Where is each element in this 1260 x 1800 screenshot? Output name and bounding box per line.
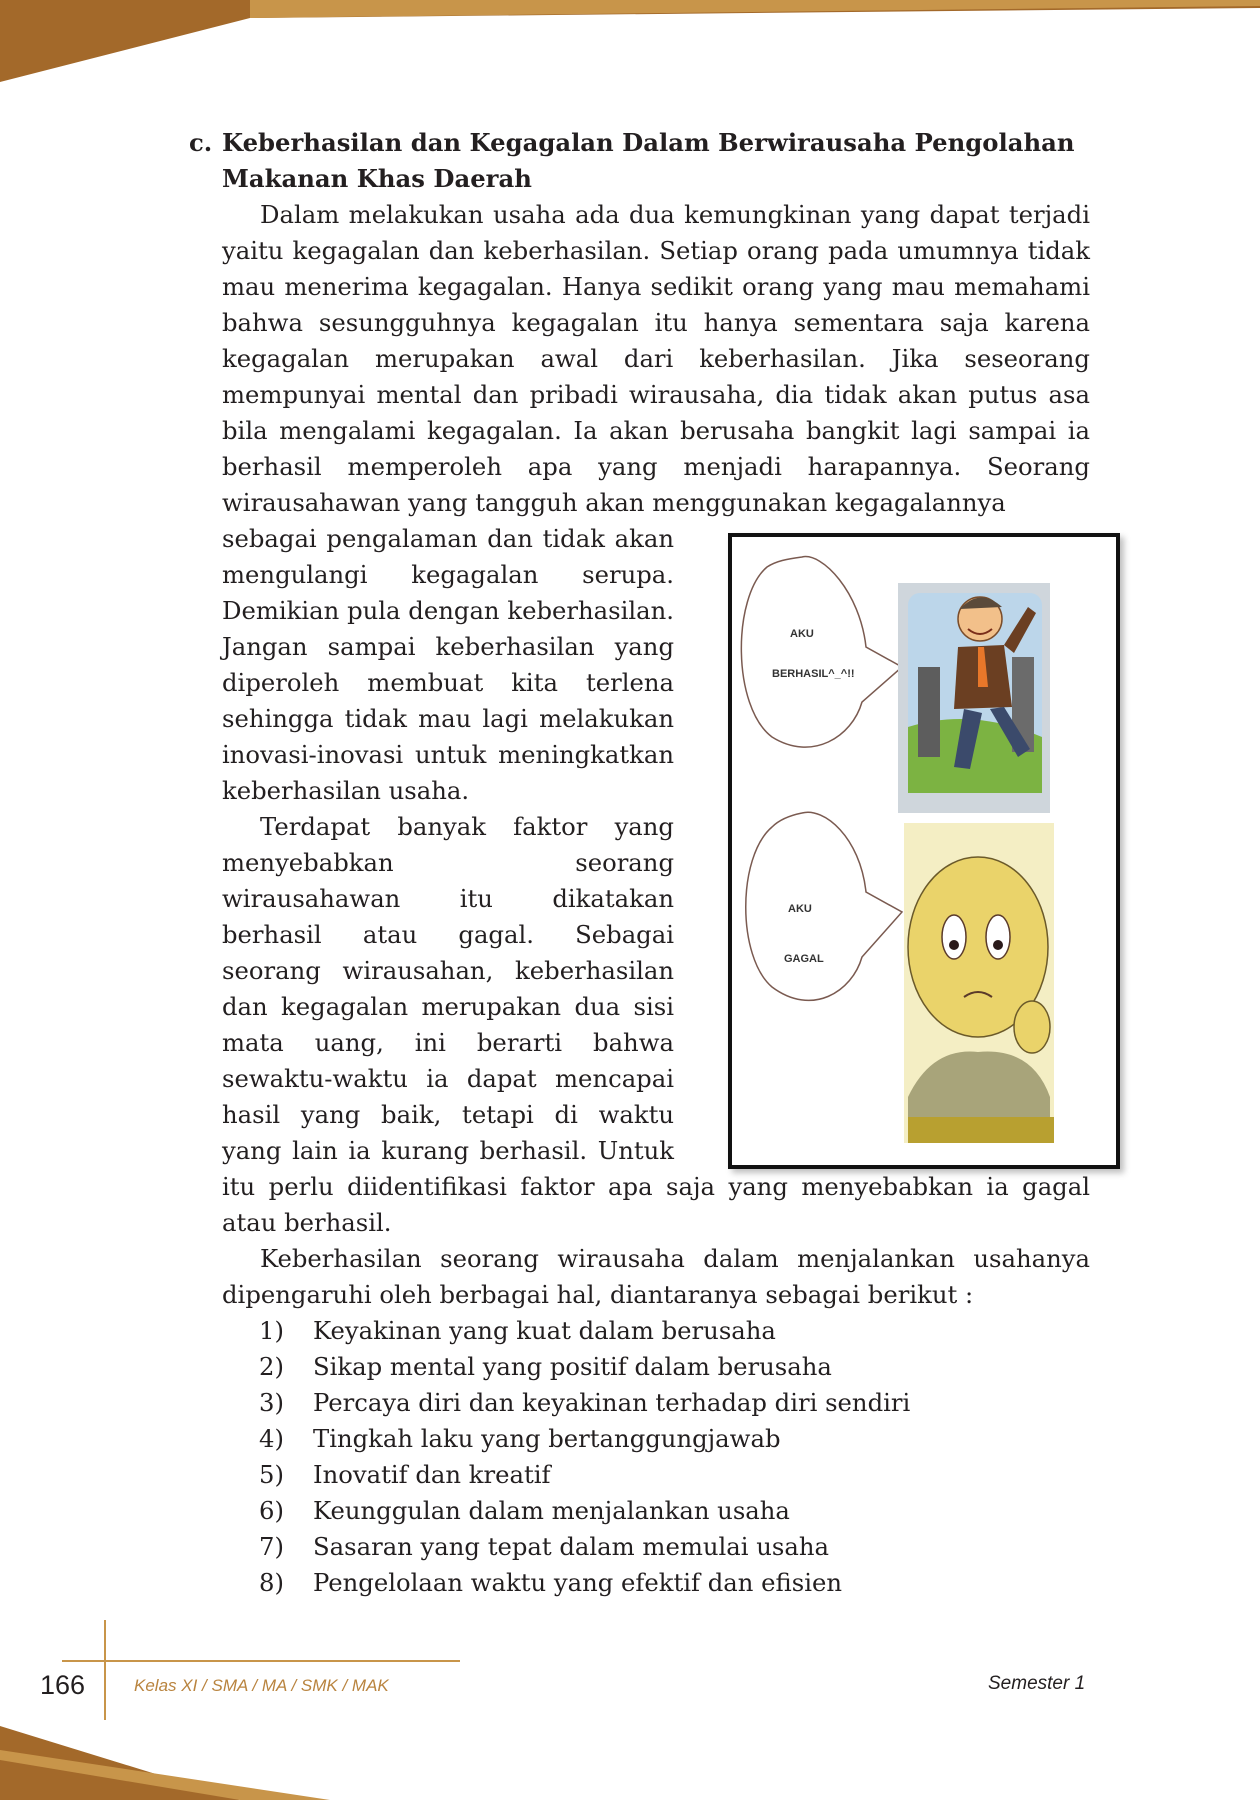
sad-person-image xyxy=(904,823,1054,1143)
book-label: Kelas XI / SMA / MA / SMK / MAK xyxy=(134,1676,389,1695)
semester-label: Semester 1 xyxy=(988,1673,1086,1694)
list-item: 3) Percaya diri dan keyakinan terhadap diri sendiri xyxy=(259,1388,911,1417)
paragraph-intro: Dalam melakukan usaha ada dua kemungkinan yang dapat terjadi yaitu kegagalan dan keberhasilan. Setiap orang pada umumnya tidak mau menerima kegagalan. Hanya sedikit orang yang mau memahami bahwa sesungguhnya kegagalan itu hanya sementara saja karena kegagalan merupakan awal dari keberhasilan. Jika seseorang mempunyai mental dan pribadi wirausaha, dia tidak akan putus asa bila mengalami kegagalan. Ia akan berusaha bangkit lagi sampai ia berhasil memperoleh apa yang menjadi harapannya. Seorang wirausahawan yang tangguh akan menggunakan kegagalannya xyxy=(222,200,1090,517)
section-letter: c. xyxy=(189,128,213,157)
list-item: 7) Sasaran yang tepat dalam memulai usaha xyxy=(259,1532,830,1561)
page-number: 166 xyxy=(40,1670,86,1700)
success-failure-illustration xyxy=(696,527,1090,1165)
success-factors-list xyxy=(259,1313,1090,1601)
text-with-figure xyxy=(189,521,1090,1241)
list-item: 6) Keunggulan dalam menjalankan usaha xyxy=(259,1496,790,1525)
paragraph-intro-continued: sebagai pengalaman dan tidak akan mengulangi kegagalan serupa. Demikian pula dengan keberhasilan. Jangan sampai keberhasilan yang diperoleh membuat kita terlena sehingga tidak mau lagi melakukan inovasi-inovasi untuk meningkatkan keberhasilan usaha. xyxy=(222,524,674,805)
illustration-frame xyxy=(728,533,1120,1169)
list-item: 2) Sikap mental yang positif dalam berusaha xyxy=(259,1352,832,1381)
section-heading xyxy=(189,125,1090,197)
paragraph-factors: Terdapat banyak faktor yang menyebabkan seorang wirausahawan itu dikatakan berhasil atau gagal. Sebagai seorang wirausahan, keberhasilan dan kegagalan merupakan dua sisi mata uang, ini berarti bahwa sewaktu-waktu ia dapat mencapai hasil yang baik, tetapi di waktu yang lain ia kurang berhasil. Untuk itu perlu diidentifikasi faktor apa saja yang menyebabkan ia gagal atau berhasil. xyxy=(222,812,1090,1237)
bubble-failure-line2: GAGAL xyxy=(784,953,824,965)
happy-businessman-image xyxy=(898,583,1050,813)
list-item: 5) Inovatif dan kreatif xyxy=(259,1460,551,1489)
bubble-success-line1: AKU xyxy=(790,628,814,640)
list-item: 4) Tingkah laku yang bertanggungjawab xyxy=(259,1424,781,1453)
footer-rule-horizontal xyxy=(62,1660,460,1662)
page-content xyxy=(189,125,1090,1625)
footer-rule-vertical xyxy=(104,1620,106,1720)
list-item: 1) Keyakinan yang kuat dalam berusaha xyxy=(259,1316,776,1345)
bubble-success-line2: BERHASIL^_^!! xyxy=(772,668,855,680)
speech-bubble-failure xyxy=(746,812,902,1000)
illustration-art xyxy=(732,537,1116,1165)
speech-bubble-success xyxy=(741,557,902,748)
section-title: Keberhasilan dan Kegagalan Dalam Berwirausaha Pengolahan Makanan Khas Daerah xyxy=(222,128,1075,193)
paragraph-success-factors: Keberhasilan seorang wirausaha dalam menjalankan usahanya dipengaruhi oleh berbagai hal, diantaranya sebagai berikut : xyxy=(222,1244,1090,1309)
list-item: 8) Pengelolaan waktu yang efektif dan efisien xyxy=(259,1568,842,1597)
bubble-failure-line1: AKU xyxy=(788,903,812,915)
top-banner-decoration xyxy=(0,0,1260,90)
